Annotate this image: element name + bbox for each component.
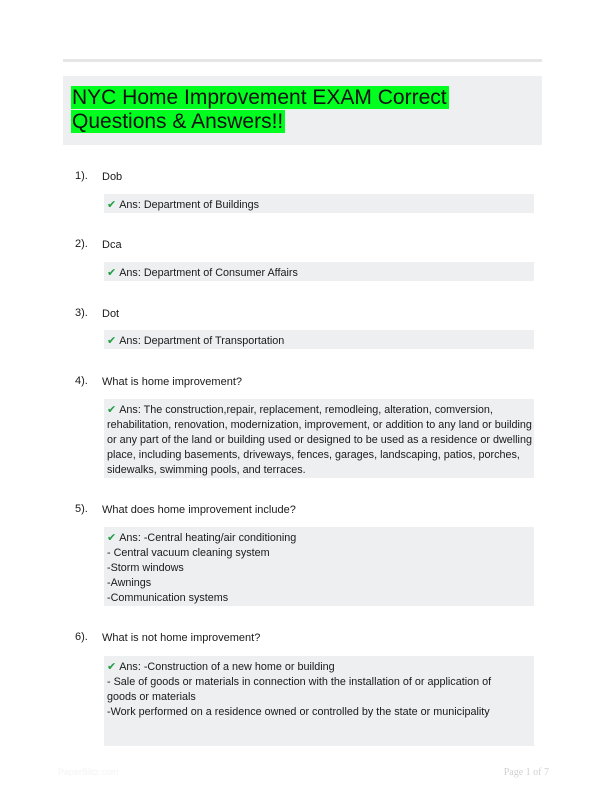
check-icon: ✔: [107, 531, 117, 544]
answer-line: Ans: Department of Transportation: [119, 335, 285, 347]
question-text: Dob: [102, 171, 123, 183]
question-text: Dca: [102, 239, 122, 251]
question-text: Dot: [102, 308, 120, 320]
answer-box: [104, 656, 534, 746]
question-number: 2).: [75, 238, 88, 250]
answer-box: [104, 330, 534, 349]
answer-line: Ans: -Central heating/air conditioning: [119, 532, 297, 544]
question-number: 5).: [75, 503, 88, 515]
question-text: What is not home improvement?: [102, 632, 261, 644]
answer-box: [104, 262, 534, 281]
title-banner: [63, 76, 542, 145]
answer-box: [104, 194, 534, 213]
answer-line: goods or materials: [107, 691, 196, 703]
answer-line: -Work performed on a residence owned or controlled by the state or municipality: [107, 706, 490, 718]
answer-line: place, including basements, driveways, fences, garages, landscaping, patios, porches,: [107, 449, 520, 461]
answer-line: Ans: Department of Buildings: [119, 199, 260, 211]
check-icon: ✔: [107, 198, 117, 211]
answer-line: Ans: -Construction of a new home or building: [119, 661, 335, 673]
answer-line: -Communication systems: [107, 592, 229, 604]
title-line-1: NYC Home Improvement EXAM Correct: [72, 86, 447, 109]
question-number: 1).: [75, 170, 88, 182]
answer-line: - Sale of goods or materials in connection with the installation of or application of: [107, 676, 492, 688]
top-divider: [63, 59, 542, 62]
question-number: 4).: [75, 375, 88, 387]
document-title: [71, 86, 449, 134]
answer-line: Ans: Department of Consumer Affairs: [119, 267, 298, 279]
answer-line: or any part of the land or building used or designed to be used as a residence or dwelling: [107, 434, 532, 446]
question-number: 6).: [75, 631, 88, 643]
answer-box: [104, 527, 534, 606]
answer-line: rehabilitation, renovation, modernization, improvement, or addition to any land or building: [107, 419, 532, 431]
title-line-2: Questions & Answers!!: [72, 110, 284, 133]
answer-line: -Storm windows: [107, 562, 184, 574]
check-icon: ✔: [107, 660, 117, 673]
page-number: Page 1 of 7: [503, 767, 549, 778]
answer-line: sidewalks, swimming pools, and terraces.: [107, 464, 306, 476]
question-text: What is home improvement?: [102, 376, 242, 388]
answer-line: - Central vacuum cleaning system: [107, 547, 270, 559]
answer-box: [104, 399, 534, 478]
check-icon: ✔: [107, 403, 117, 416]
answer-line: -Awnings: [107, 577, 152, 589]
answer-line: Ans: The construction,repair, replacement, remodleing, alteration, comversion,: [119, 404, 493, 416]
check-icon: ✔: [107, 334, 117, 347]
question-text: What does home improvement include?: [102, 504, 296, 516]
footer-watermark: PaperBlitz.com: [58, 767, 119, 777]
question-number: 3).: [75, 307, 88, 319]
check-icon: ✔: [107, 266, 117, 279]
